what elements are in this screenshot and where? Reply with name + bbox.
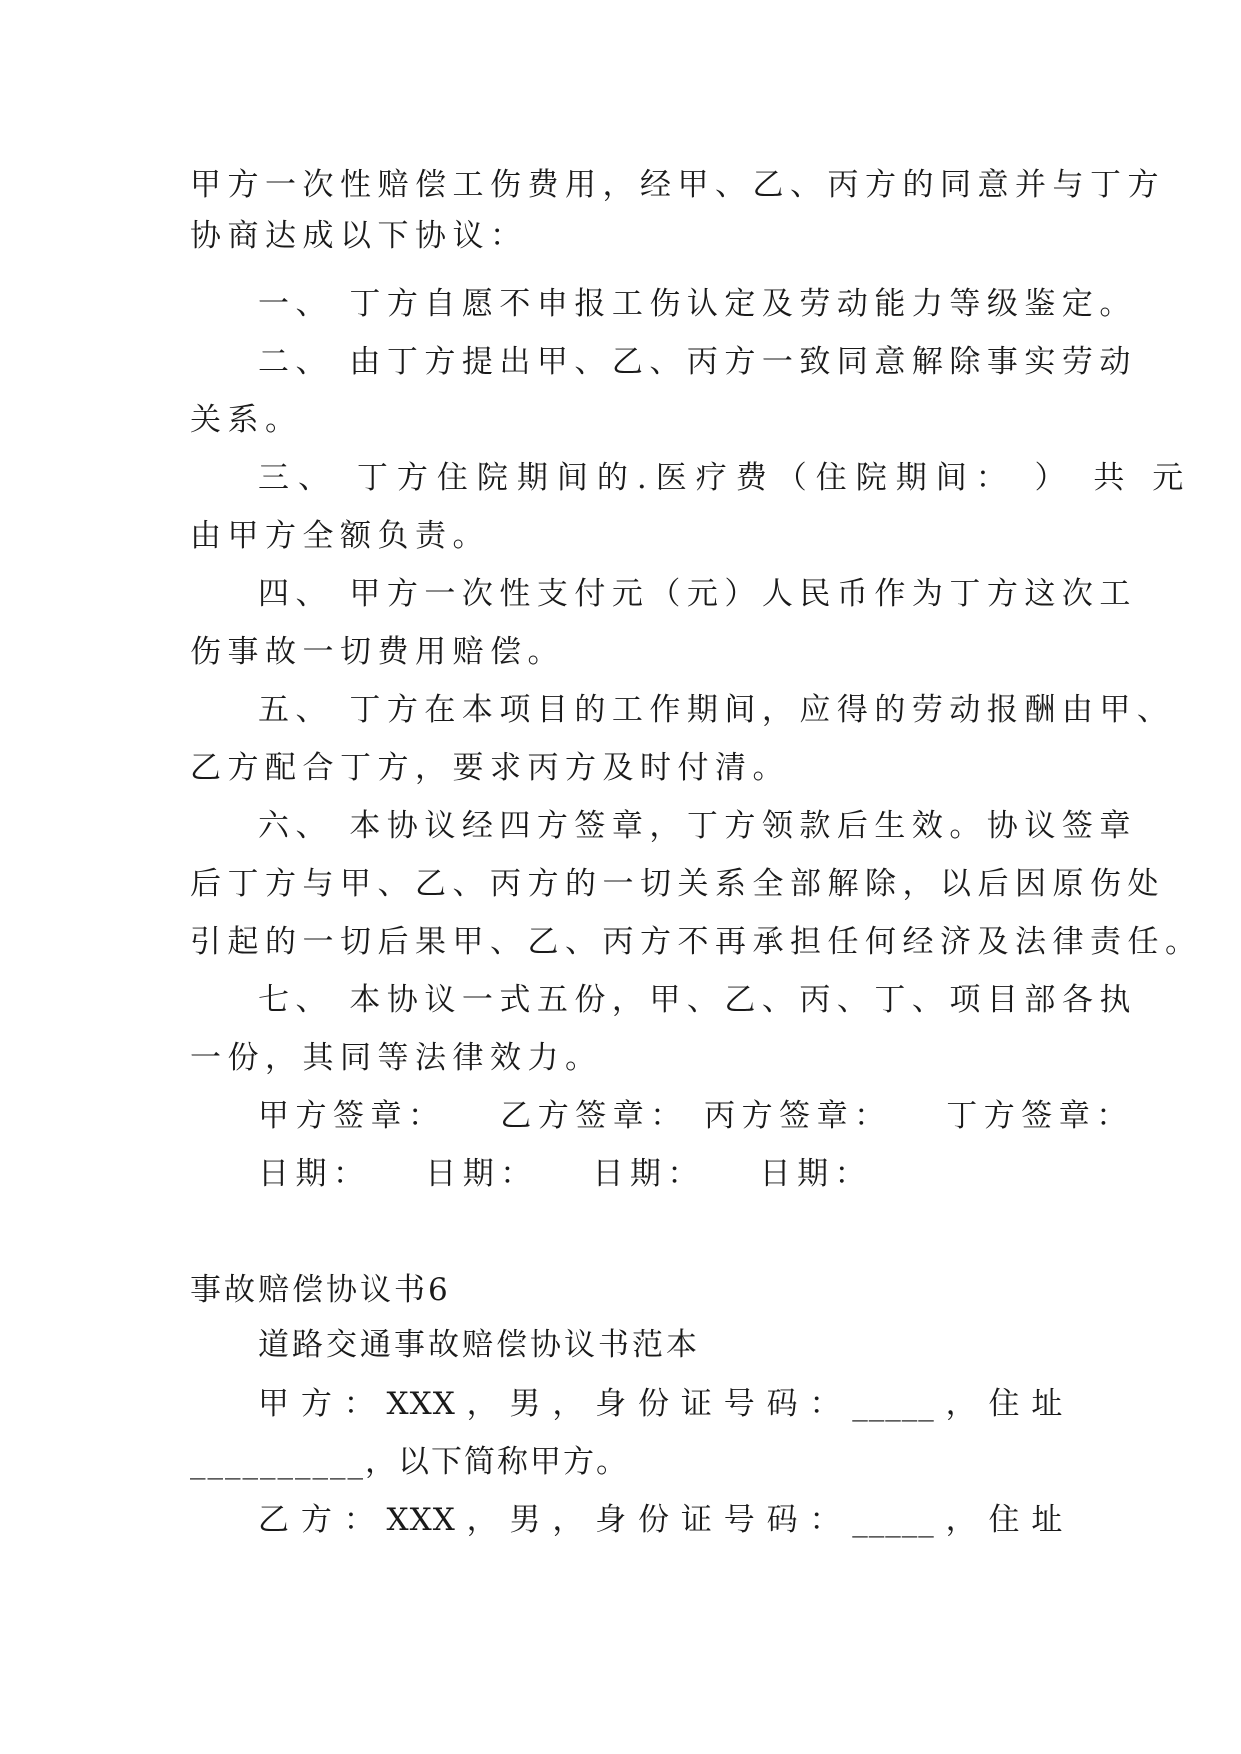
- party-a-info: 甲 方 ： XXX ， 男 ， 身 份 证 号 码 ： _____ ， 住 址: [258, 1386, 1064, 1422]
- date-party-a: 日期：: [258, 1156, 371, 1192]
- clause-1: 一、 丁方自愿不申报工伤认定及劳动能力等级鉴定。: [258, 286, 1137, 322]
- paragraph-line: 由甲方全额负责。: [190, 518, 490, 554]
- paragraph-line: 伤事故一切费用赔偿。: [190, 634, 565, 670]
- clause-7: 七、 本协议一式五份，甲、乙、丙、丁、项目部各执: [258, 982, 1137, 1018]
- paragraph-line: 引起的一切后果甲、乙、丙方不再承担任何经济及法律责任。: [190, 924, 1203, 960]
- signature-row: [258, 1096, 1134, 1136]
- clause-6: 六、 本协议经四方签章，丁方领款后生效。协议签章: [258, 808, 1137, 844]
- clause-5: 五、 丁方在本项目的工作期间，应得的劳动报酬由甲、: [258, 692, 1175, 728]
- signature-party-a: 甲方签章：: [258, 1098, 446, 1134]
- clause-4: 四、 甲方一次性支付元（元）人民币作为丁方这次工: [258, 576, 1137, 612]
- section-title: 事故赔偿协议书6: [190, 1272, 451, 1308]
- signature-party-d: 丁方签章：: [946, 1098, 1134, 1134]
- date-party-b: 日期：: [425, 1156, 538, 1192]
- paragraph-line: 协商达成以下协议：: [190, 218, 528, 254]
- date-party-c: 日期：: [592, 1156, 705, 1192]
- paragraph-line: 后丁方与甲、乙、丙方的一切关系全部解除，以后因原伤处: [190, 866, 1165, 902]
- paragraph-line: 关系。: [190, 402, 303, 438]
- party-b-info: 乙 方 ： XXX ， 男 ， 身 份 证 号 码 ： _____ ， 住 址: [258, 1502, 1064, 1538]
- paragraph-line: 一份，其同等法律效力。: [190, 1040, 603, 1076]
- date-row: [258, 1154, 1118, 1194]
- paragraph-line: 甲方一次性赔偿工伤费用，经甲、乙、丙方的同意并与丁方: [190, 167, 1165, 203]
- signature-party-b: 乙方签章：: [500, 1098, 688, 1134]
- party-a-info-cont: __________，以下简称甲方。: [190, 1444, 629, 1480]
- date-party-d: 日期：: [759, 1156, 873, 1192]
- clause-2: 二、 由丁方提出甲、乙、丙方一致同意解除事实劳动: [258, 344, 1137, 380]
- paragraph-line: 乙方配合丁方，要求丙方及时付清。: [190, 750, 790, 786]
- signature-party-c: 丙方签章：: [704, 1098, 892, 1134]
- clause-3: 三、 丁方住院期间的.医疗费（住院期间： ） 共 元: [258, 460, 1193, 496]
- subtitle: 道路交通事故赔偿协议书范本: [258, 1327, 700, 1363]
